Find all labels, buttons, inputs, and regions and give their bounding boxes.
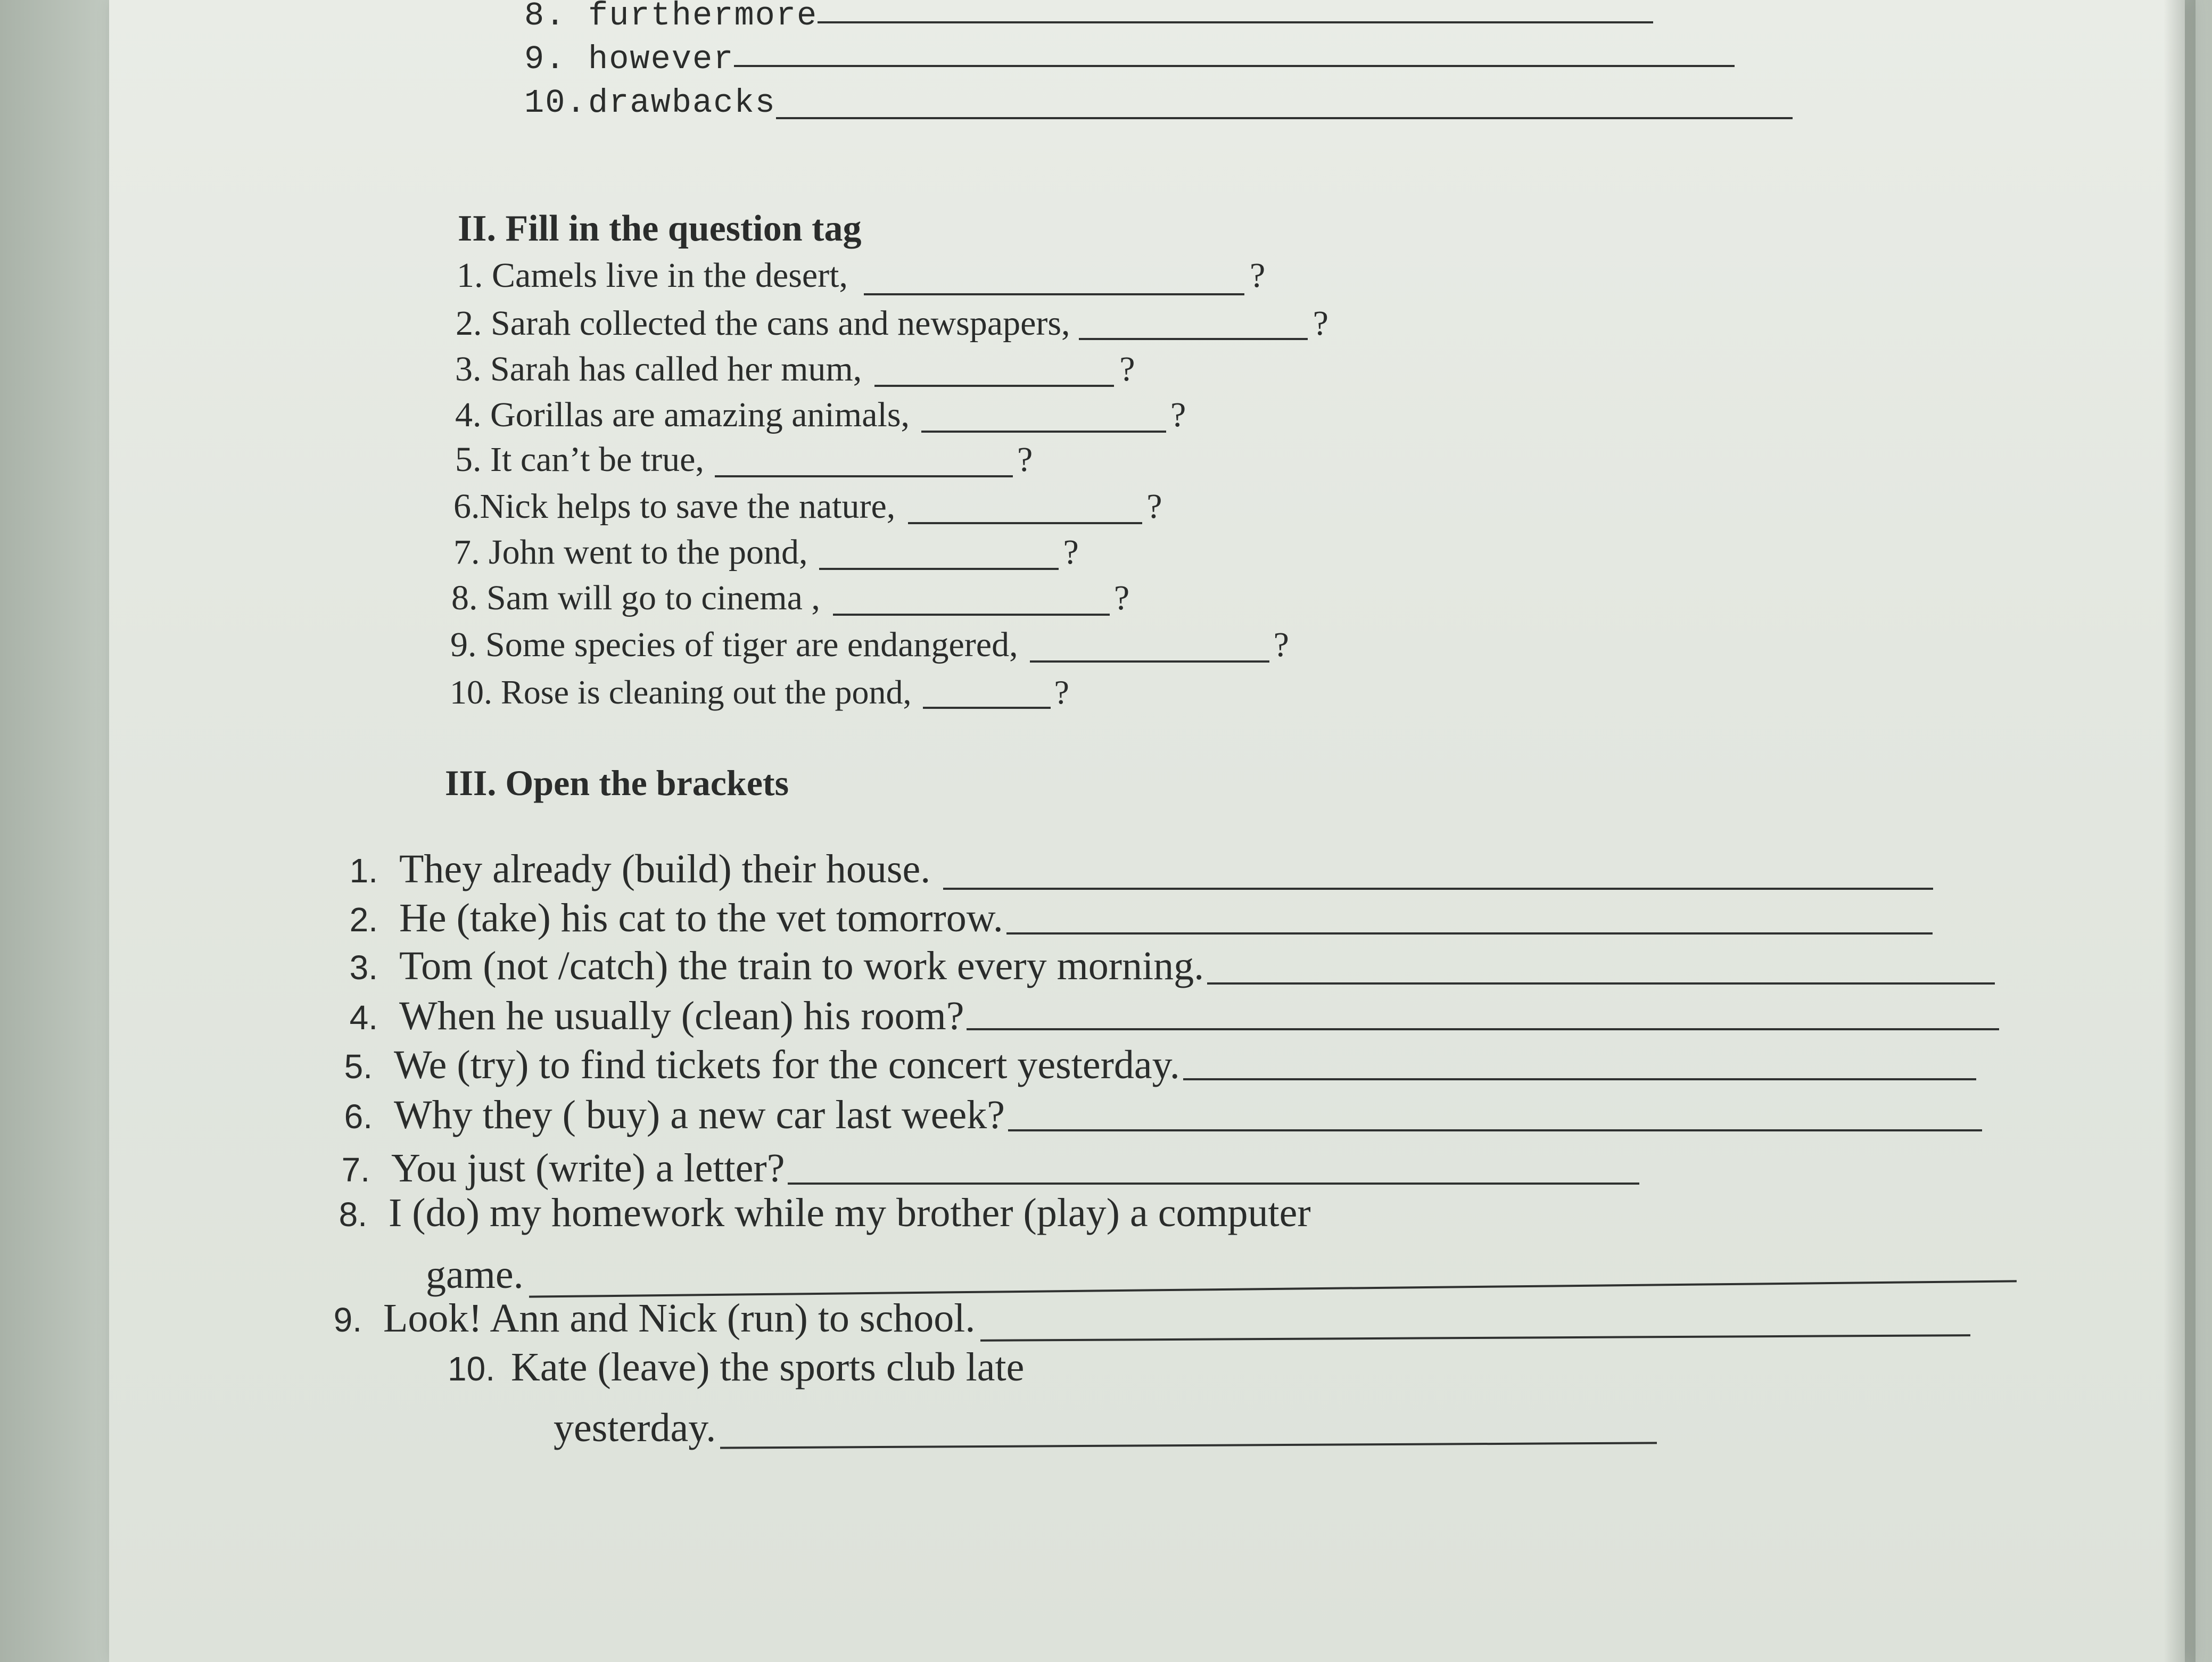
item-number: 10. xyxy=(448,1350,495,1388)
section-title-text: III. Open the brackets xyxy=(445,763,789,803)
section-title xyxy=(445,762,789,804)
question-tag-item xyxy=(451,578,1129,618)
answer-blank[interactable] xyxy=(1207,982,1995,985)
answer-blank[interactable] xyxy=(923,706,1051,709)
bracket-item xyxy=(303,1190,1311,1236)
item-text: Kate (leave) the sports club late xyxy=(511,1345,1025,1390)
question-tag-item xyxy=(453,532,1079,573)
vocab-item-number: 9. xyxy=(524,40,566,78)
bracket-item xyxy=(309,1092,1982,1138)
question-mark: ? xyxy=(1063,533,1079,572)
item-text-continuation: game. xyxy=(426,1252,524,1297)
item-text: Tom (not /catch) the train to work every morning. xyxy=(399,944,1204,988)
item-number: 3. xyxy=(349,948,378,987)
bracket-item xyxy=(306,1145,1639,1192)
answer-blank[interactable] xyxy=(1008,1129,1982,1131)
answer-blank[interactable] xyxy=(1079,337,1308,340)
bracket-item-continuation xyxy=(426,1252,2017,1298)
question-mark: ? xyxy=(1170,395,1186,434)
question-tag-item xyxy=(453,486,1162,527)
answer-blank[interactable] xyxy=(788,1182,1639,1185)
question-tag-item xyxy=(456,303,1328,344)
bracket-item xyxy=(426,1344,1024,1391)
vocab-item-number: 10. xyxy=(524,84,587,122)
question-tag-item xyxy=(450,625,1289,665)
question-text: 8. Sam will go to cinema , xyxy=(451,578,820,617)
question-mark: ? xyxy=(1113,578,1130,617)
item-text: He (take) his cat to the vet tomorrow. xyxy=(399,896,1003,940)
question-text: 4. Gorillas are amazing animals, xyxy=(455,395,910,434)
item-number: 6. xyxy=(344,1097,373,1136)
vocab-item-number: 8. xyxy=(524,0,566,35)
answer-blank[interactable] xyxy=(1006,932,1933,935)
vocab-item xyxy=(524,84,1793,122)
question-text: 6.Nick helps to save the nature, xyxy=(453,487,896,526)
question-mark: ? xyxy=(1054,673,1069,711)
item-text: You just (write) a letter? xyxy=(391,1146,785,1190)
section-title-text: II. Fill in the question tag xyxy=(458,208,862,249)
question-mark: ? xyxy=(1273,625,1289,664)
question-text: 1. Camels live in the desert, xyxy=(457,256,848,295)
item-number: 9. xyxy=(333,1301,362,1339)
question-tag-item xyxy=(455,349,1135,390)
bracket-item xyxy=(314,846,1933,892)
answer-blank[interactable] xyxy=(943,887,1933,890)
vocab-item-word: however xyxy=(588,40,734,78)
bracket-item xyxy=(309,1042,1976,1088)
item-text: When he usually (clean) his room? xyxy=(399,994,964,1038)
question-text: 5. It can’t be true, xyxy=(455,440,704,479)
answer-blank[interactable] xyxy=(864,293,1244,295)
bracket-item-continuation xyxy=(554,1405,1657,1451)
question-text: 3. Sarah has called her mum, xyxy=(455,350,862,388)
question-text: 10. Rose is cleaning out the pond, xyxy=(450,673,912,711)
answer-blank[interactable] xyxy=(819,567,1059,570)
vocab-item xyxy=(524,40,1735,78)
item-text-continuation: yesterday. xyxy=(554,1405,716,1450)
question-text: 7. John went to the pond, xyxy=(453,533,808,572)
question-mark: ? xyxy=(1119,350,1135,388)
item-text: I (do) my homework while my brother (play) a computer xyxy=(389,1190,1311,1235)
vocab-item xyxy=(524,0,1653,35)
question-tag-item xyxy=(455,395,1186,435)
bracket-item xyxy=(314,895,1933,941)
answer-blank[interactable] xyxy=(776,117,1793,119)
question-text: 9. Some species of tiger are endangered, xyxy=(450,625,1018,664)
answer-blank[interactable] xyxy=(1030,660,1269,663)
question-mark: ? xyxy=(1250,256,1266,295)
answer-blank[interactable] xyxy=(818,21,1653,23)
question-text: 2. Sarah collected the cans and newspapers, xyxy=(456,304,1070,343)
answer-blank[interactable] xyxy=(720,1441,1657,1449)
question-mark: ? xyxy=(1313,304,1328,343)
vocab-item-word: furthermore xyxy=(588,0,818,35)
item-number: 5. xyxy=(344,1047,373,1086)
answer-blank[interactable] xyxy=(921,430,1166,433)
item-text: Look! Ann and Nick (run) to school. xyxy=(383,1296,976,1341)
item-number: 7. xyxy=(341,1151,370,1189)
item-text: We (try) to find tickets for the concert yesterday. xyxy=(394,1043,1180,1087)
answer-blank[interactable] xyxy=(980,1334,1970,1342)
bracket-item xyxy=(298,1295,1970,1342)
answer-blank[interactable] xyxy=(874,384,1114,387)
item-text: Why they ( buy) a new car last week? xyxy=(394,1093,1005,1137)
question-tag-item xyxy=(457,255,1265,296)
answer-blank[interactable] xyxy=(715,475,1013,477)
bracket-item xyxy=(314,993,1999,1039)
item-number: 4. xyxy=(349,998,378,1037)
answer-blank[interactable] xyxy=(833,613,1110,616)
item-number: 8. xyxy=(339,1195,367,1234)
bracket-item xyxy=(314,943,1995,989)
question-tag-item xyxy=(450,673,1069,712)
question-mark: ? xyxy=(1146,487,1162,526)
vocab-item-word: drawbacks xyxy=(588,84,776,122)
question-mark: ? xyxy=(1017,440,1033,479)
question-tag-item xyxy=(455,440,1033,480)
section-title xyxy=(458,208,861,250)
item-number: 1. xyxy=(349,851,378,890)
item-text: They already (build) their house. xyxy=(399,847,931,891)
answer-blank[interactable] xyxy=(1183,1078,1976,1080)
answer-blank[interactable] xyxy=(967,1028,1999,1030)
answer-blank[interactable] xyxy=(734,64,1735,67)
item-number: 2. xyxy=(349,900,378,939)
answer-blank[interactable] xyxy=(908,522,1142,524)
